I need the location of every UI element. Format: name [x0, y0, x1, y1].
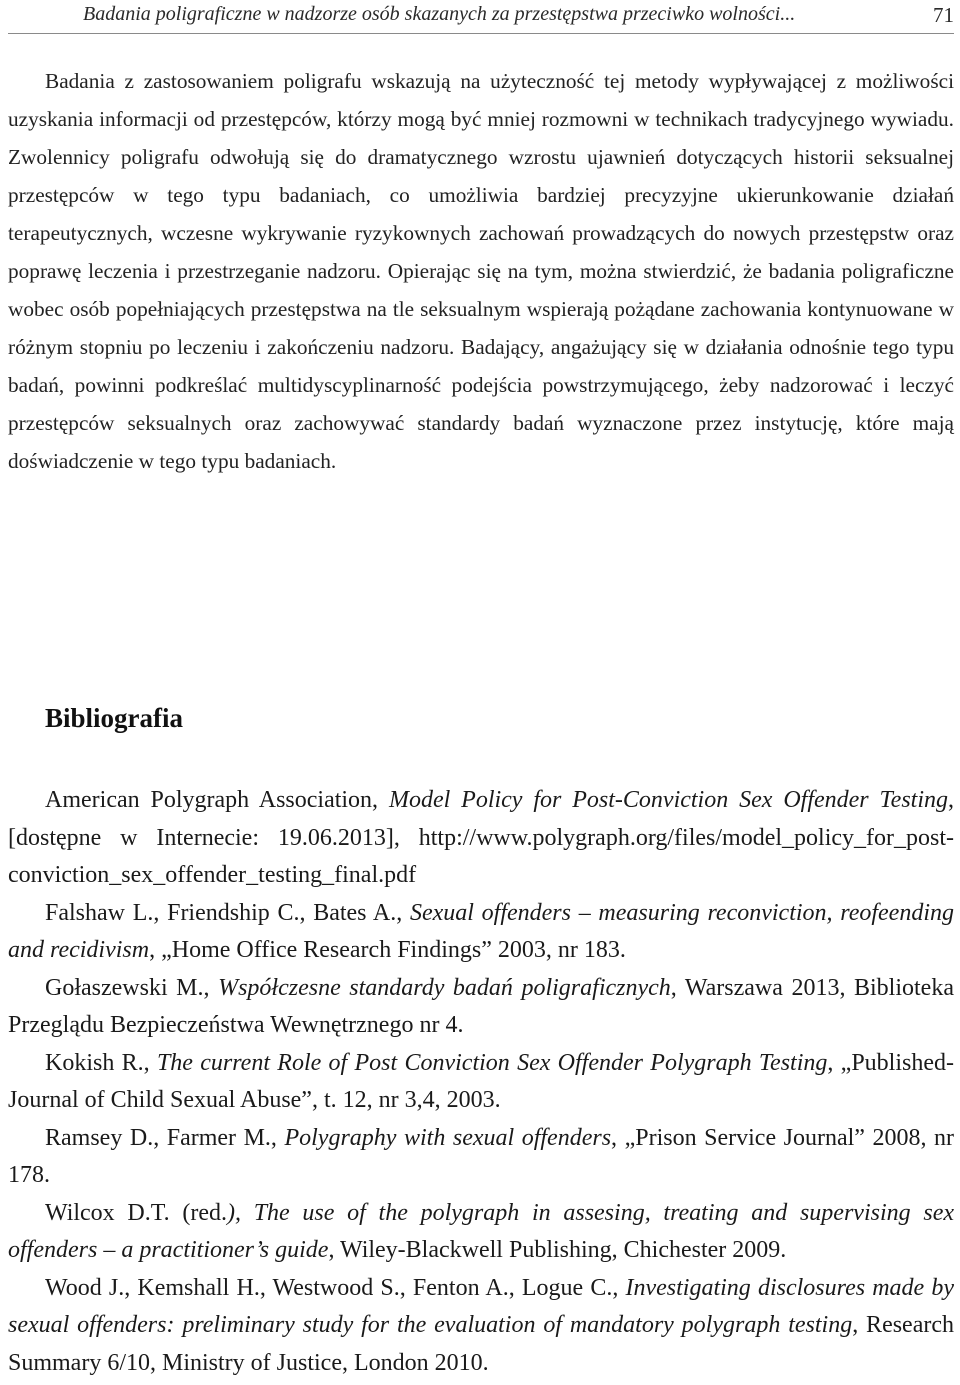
entry-author: Wood J., Kemshall H., Westwood S., Fenton A., Logue C.,: [45, 1274, 626, 1301]
entry-title: Współczesne standardy badań poligraficznych: [218, 974, 671, 1001]
entry-details: , „Published-Journal of Child Sexual Abuse”, t. 12, nr 3,4, 2003.: [8, 1049, 954, 1113]
entry-title: Sexual offenders – measuring reconviction, reofeending and recidivism: [8, 899, 954, 963]
body-paragraph: Badania z zastosowaniem poligrafu wskazują na użyteczność tej metody wypływającej z możliwości uzyskania informacji od przestępców, którzy mogą być mniej rozmowni w technikach tradycyjnego wywiadu. Zwolennicy poligrafu odwołują się do dramatycznego wzrostu ujawnień dotyczących historii seksualnej przestępców w tego typu badaniach, co umożliwia bardziej precyzyjne ukierunkowanie działań terapeutycznych, wczesne wykrywanie ryzykownych zachowań prowadzących do nowych przestępstw oraz poprawę leczenia i przestrzeganie nadzoru. Opierając się na tym, można stwierdzić, że badania poligraficzne wobec osób popełniających przestępstwa na tle seksualnym wspierają pożądane zachowania kontynuowane w różnym stopniu po leczeniu i zakończeniu nadzoru. Badający, angażujący się w działania odnośnie tego typu badań, powinni podkreślać multidyscyplinarność podejścia powstrzymującego, żeby nadzorować i leczyć przestępców seksualnych oraz zachowywać standardy badań wyznaczone przez instytucję, które mają doświadczenie w tego typu badaniach.: [8, 69, 954, 473]
running-header: [8, 0, 954, 34]
bibliography-entry: [8, 1195, 954, 1270]
entry-details: , „Home Office Research Findings” 2003, nr 183.: [149, 937, 626, 963]
entry-details: , „Prison Service Journal” 2008, nr 178.: [8, 1124, 955, 1188]
entry-author: American Polygraph Association,: [45, 787, 389, 813]
entry-title: The current Role of Post Conviction Sex Offender Polygraph Testing: [156, 1049, 828, 1076]
entry-title: Polygraphy with sexual offenders: [284, 1124, 612, 1151]
entry-author: Ramsey D., Farmer M.,: [45, 1124, 285, 1151]
bibliography-entry: [8, 782, 954, 895]
entry-author: Kokish R.,: [45, 1049, 157, 1076]
bibliography-entry: [8, 1120, 954, 1195]
bibliography-list: [8, 782, 954, 1382]
entry-title: Model Policy for Post-Conviction Sex Offender Testing: [388, 787, 948, 813]
entry-details: , Warszawa 2013, Biblioteka Przeglądu Bezpieczeństwa Wewnętrznego nr 4.: [8, 974, 954, 1038]
entry-author: Wilcox D.T. (red.: [45, 1199, 227, 1226]
entry-details: , Wiley-Blackwell Publishing, Chichester 2009.: [328, 1237, 787, 1263]
bibliography-entry: [8, 970, 954, 1045]
page-number: 71: [933, 3, 954, 27]
entry-title: Investigating disclosures made by sexual offenders: preliminary study for the evaluation of mandatory polygraph testing: [8, 1274, 954, 1338]
running-title: Badania poligraficzne w nadzorze osób skazanych za przestępstwa przeciwko wolności...: [83, 3, 796, 25]
bibliography-entry: [8, 1270, 954, 1383]
bibliography-heading: Bibliografia: [45, 703, 184, 733]
entry-details: , Research Summary 6/10, Ministry of Justice, London 2010.: [8, 1312, 955, 1376]
entry-author: Gołaszewski M.,: [45, 974, 219, 1001]
bibliography-entry: [8, 1045, 954, 1120]
entry-details: , [dostępne w Internecie: 19.06.2013], http://www.polygraph.org/files/model_policy_for_post-conviction_sex_offender_testing_final.pdf: [8, 787, 954, 888]
entry-author: Falshaw L., Friendship C., Bates A.,: [45, 899, 410, 926]
entry-title: ), The use of the polygraph in assesing, treating and supervising sex offenders – a practitioner’s guide: [8, 1199, 954, 1263]
bibliography-entry: [8, 895, 954, 970]
